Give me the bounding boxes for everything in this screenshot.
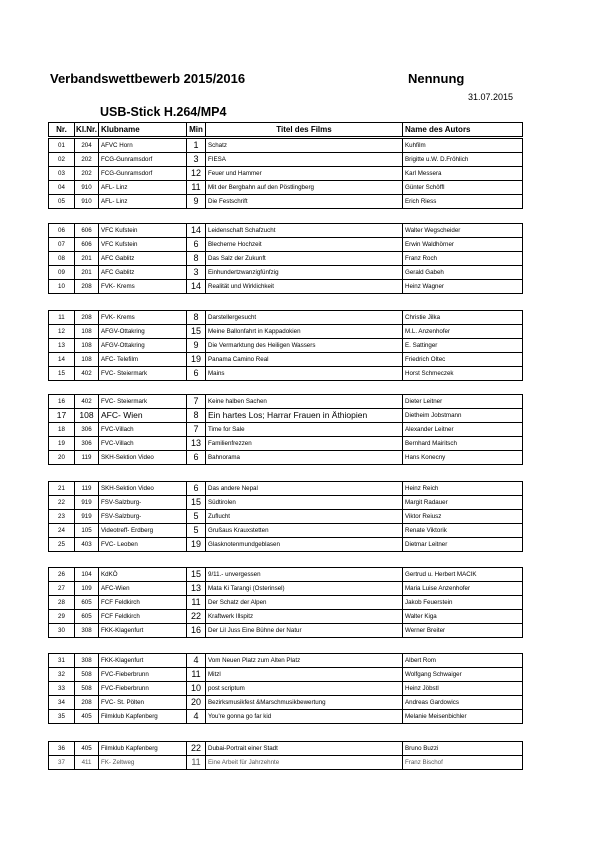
entry-autor: Viktor Reiusz [403,510,523,524]
entry-klnr: 606 [75,238,99,252]
col-header-autor: Name des Autors [403,123,523,137]
entry-autor: Brigitte u.W. D.Fröhlich [403,153,523,167]
entry-nr: 25 [49,538,75,552]
entry-titel: Südtirolen [206,496,403,510]
entry-klubname: AFC Gablitz [99,266,187,280]
entry-klubname: AFVC Horn [99,139,187,153]
entry-klnr: 919 [75,496,99,510]
entry-min: 9 [187,195,206,209]
entry-min: 6 [187,482,206,496]
entry-nr: 30 [49,624,75,638]
table-row [49,582,523,596]
entry-nr: 06 [49,224,75,238]
entry-autor: Dietmar Leitner [403,538,523,552]
entry-klnr: 308 [75,654,99,668]
entry-klnr: 402 [75,367,99,381]
entry-titel: Die Festschrift [206,195,403,209]
entry-group-table [48,223,523,294]
entry-min: 22 [187,610,206,624]
entry-nr: 34 [49,696,75,710]
entry-titel: post scriptum [206,682,403,696]
entry-klubname: AFC Gablitz [99,252,187,266]
entry-klubname: SKH-Sektion Video [99,482,187,496]
entry-nr: 19 [49,437,75,451]
entry-min: 19 [187,538,206,552]
table-row [49,195,523,209]
entry-klnr: 201 [75,266,99,280]
entry-klubname: FSV-Salzburg- [99,496,187,510]
entry-titel: Das Salz der Zukunft [206,252,403,266]
entry-autor: Bruno Buzzi [403,742,523,756]
table-row [49,280,523,294]
entry-klnr: 308 [75,624,99,638]
entry-titel: Dubai-Portrait einer Stadt [206,742,403,756]
table-row [49,451,523,465]
entry-klnr: 919 [75,510,99,524]
entry-klnr: 405 [75,742,99,756]
entry-min: 4 [187,654,206,668]
entry-klubname: FCG-Gunramsdorf [99,153,187,167]
entry-autor: Alexander Leitner [403,423,523,437]
entry-klnr: 119 [75,482,99,496]
entry-titel: Eine Arbeit für Jahrzehnte [206,756,403,770]
entry-klubname: AFGV-Ottakring [99,325,187,339]
entry-nr: 20 [49,451,75,465]
entry-klnr: 508 [75,668,99,682]
entry-klnr: 105 [75,524,99,538]
entry-min: 5 [187,510,206,524]
entry-titel: Kraftwerk Illspitz [206,610,403,624]
entry-titel: Grußaus Krauxstetten [206,524,403,538]
entry-min: 9 [187,339,206,353]
entry-titel: Meine Ballonfahrt in Kappadokien [206,325,403,339]
entry-titel: Realität und Wirklichkeit [206,280,403,294]
entry-min: 1 [187,139,206,153]
entry-autor: Gerald Gabeh [403,266,523,280]
entry-min: 13 [187,437,206,451]
entry-autor: Wolfgang Schwaiger [403,668,523,682]
entry-autor: Franz Roch [403,252,523,266]
entry-klubname: FVK- Krems [99,280,187,294]
entry-min: 11 [187,668,206,682]
entry-autor: Günter Schöffl [403,181,523,195]
entry-nr: 10 [49,280,75,294]
entry-min: 6 [187,238,206,252]
entry-titel: Panama Camino Real [206,353,403,367]
entry-autor: Hans Konecny [403,451,523,465]
entry-klnr: 202 [75,167,99,181]
entry-group-table [48,310,523,381]
entry-min: 22 [187,742,206,756]
entry-klubname: AFL- Linz [99,195,187,209]
entry-titel: Time for Sale [206,423,403,437]
table-row [49,742,523,756]
entry-nr: 01 [49,139,75,153]
table-row [49,696,523,710]
table-row [49,654,523,668]
entry-autor: Maria Luise Anzenhofer [403,582,523,596]
entry-min: 8 [187,252,206,266]
table-row [49,568,523,582]
entry-titel: Blecherne Hochzeit [206,238,403,252]
entry-klnr: 508 [75,682,99,696]
entry-klubname: FVK- Krems [99,311,187,325]
entry-klnr: 108 [75,325,99,339]
entry-min: 8 [187,311,206,325]
entry-nr: 17 [49,409,75,423]
entry-nr: 32 [49,668,75,682]
entry-klnr: 208 [75,696,99,710]
entry-klubname: Videotreff- Erdberg [99,524,187,538]
entry-klnr: 910 [75,195,99,209]
entry-nr: 12 [49,325,75,339]
entry-klnr: 109 [75,582,99,596]
entry-autor: Horst Schmeczek [403,367,523,381]
entry-titel: Ein hartes Los; Harrar Frauen in Äthiopien [206,409,403,423]
entry-titel: Bahnorama [206,451,403,465]
entry-min: 6 [187,367,206,381]
entry-autor: Heinz Wagner [403,280,523,294]
entry-min: 11 [187,181,206,195]
entry-autor: M.L. Anzenhofer [403,325,523,339]
entry-min: 16 [187,624,206,638]
table-row [49,710,523,724]
entry-nr: 03 [49,167,75,181]
entry-min: 7 [187,395,206,409]
entry-nr: 08 [49,252,75,266]
entry-klubname: FVC- Leoben [99,538,187,552]
entry-klnr: 605 [75,596,99,610]
entry-min: 4 [187,710,206,724]
entry-klubname: FVC-Villach [99,437,187,451]
entry-autor: Werner Breiter [403,624,523,638]
document-subtitle: USB-Stick H.264/MP4 [100,105,227,119]
entry-klnr: 411 [75,756,99,770]
table-row [49,496,523,510]
entry-klnr: 405 [75,710,99,724]
table-row [49,682,523,696]
entry-nr: 31 [49,654,75,668]
table-row [49,139,523,153]
entry-titel: Die Vermarktung des Heiligen Wassers [206,339,403,353]
entry-nr: 11 [49,311,75,325]
entry-titel: Darstellergesucht [206,311,403,325]
entry-autor: Karl Messera [403,167,523,181]
entry-nr: 13 [49,339,75,353]
entry-group-table [48,481,523,552]
entry-min: 7 [187,423,206,437]
entry-klubname: FKK-Klagenfurt [99,654,187,668]
entry-klnr: 204 [75,139,99,153]
entry-min: 12 [187,167,206,181]
entry-klnr: 108 [75,339,99,353]
entry-klubname: AFL- Linz [99,181,187,195]
entry-klubname: VFC Kufstein [99,238,187,252]
entry-klubname: AFC- Telefilm [99,353,187,367]
table-row [49,538,523,552]
entry-titel: Der Schatz der Alpen [206,596,403,610]
entry-klubname: KdKÖ [99,568,187,582]
entry-klubname: AFC- Wien [99,409,187,423]
entry-min: 14 [187,224,206,238]
document-title: Verbandswettbewerb 2015/2016 [50,71,246,86]
entry-autor: Dietheim Jobstmann [403,409,523,423]
entry-titel: Familienfrezzen [206,437,403,451]
table-row [49,252,523,266]
entry-klubname: Filmklub Kapfenberg [99,742,187,756]
entry-titel: Leidenschaft Schafzucht [206,224,403,238]
entry-autor: E. Sattinger [403,339,523,353]
entry-klubname: FVC- St. Pölten [99,696,187,710]
table-row [49,482,523,496]
document-date: 31.07.2015 [468,92,514,102]
entry-klnr: 108 [75,409,99,423]
entry-group-table [48,567,523,638]
entry-titel: Das andere Nepal [206,482,403,496]
entry-klubname: AFGV-Ottakring [99,339,187,353]
entry-autor: Kuhfilm [403,139,523,153]
table-row [49,367,523,381]
entry-titel: Bezirksmusikfest &Marschmusikbewertung [206,696,403,710]
entry-titel: 9/11.- unvergessen [206,568,403,582]
entry-min: 13 [187,582,206,596]
entry-min: 19 [187,353,206,367]
entry-titel: Mains [206,367,403,381]
entry-klubname: FVC- Steiermark [99,395,187,409]
table-row [49,311,523,325]
col-header-min: Min [187,123,206,137]
entry-klnr: 605 [75,610,99,624]
entry-autor: Bernhard Mairitsch [403,437,523,451]
table-row [49,339,523,353]
entry-autor: Walter Wegscheider [403,224,523,238]
table-row [49,325,523,339]
table-row [49,423,523,437]
entry-titel: Zuflucht [206,510,403,524]
entry-klubname: FVC- Steiermark [99,367,187,381]
entry-klubname: FSV-Salzburg- [99,510,187,524]
entry-nr: 05 [49,195,75,209]
entry-titel: Einhundertzwanzigfünfzig [206,266,403,280]
entry-nr: 28 [49,596,75,610]
entry-klubname: AFC-Wien [99,582,187,596]
entry-nr: 24 [49,524,75,538]
entry-group-table [48,741,523,770]
entry-klnr: 202 [75,153,99,167]
entry-autor: Heinz Reich [403,482,523,496]
entry-autor: Margit Radauer [403,496,523,510]
entry-autor: Andreas Gardowics [403,696,523,710]
entry-klubname: FCF Feldkirch [99,596,187,610]
entry-autor: Friedrich Oltec [403,353,523,367]
entry-klnr: 208 [75,280,99,294]
entry-titel: Mata Ki Tarangi (Osterinsel) [206,582,403,596]
entry-autor: Renate Viktorik [403,524,523,538]
nennung-label: Nennung [408,71,465,86]
entry-klubname: SKH-Sektion Video [99,451,187,465]
entry-min: 6 [187,451,206,465]
entry-nr: 23 [49,510,75,524]
entry-min: 15 [187,325,206,339]
entry-klnr: 108 [75,353,99,367]
entry-nr: 21 [49,482,75,496]
col-header-klnr: Kl.Nr. [75,123,99,137]
entry-titel: Mitzl [206,668,403,682]
table-row [49,437,523,451]
col-header-klubname: Klubname [99,123,187,137]
entry-nr: 16 [49,395,75,409]
entry-autor: Franz Bischof [403,756,523,770]
entry-autor: Erich Riess [403,195,523,209]
entry-min: 5 [187,524,206,538]
entry-nr: 29 [49,610,75,624]
entry-klnr: 104 [75,568,99,582]
table-row [49,153,523,167]
entry-titel: Der Lil Juss Eine Bühne der Natur [206,624,403,638]
entry-autor: Albert Rom [403,654,523,668]
entry-autor: Christie Jilka [403,311,523,325]
table-row [49,510,523,524]
table-row [49,409,523,423]
entry-min: 11 [187,596,206,610]
entry-klnr: 201 [75,252,99,266]
entry-nr: 36 [49,742,75,756]
entry-autor: Dieter Leitner [403,395,523,409]
entry-titel: You're gonna go far kid [206,710,403,724]
entry-klubname: FCG-Gunramsdorf [99,167,187,181]
entry-group-table [48,138,523,209]
entry-titel: Vom Neuen Platz zum Alten Platz [206,654,403,668]
entry-titel: Mit der Bergbahn auf den Pöstlingberg [206,181,403,195]
table-row [49,624,523,638]
table-row [49,266,523,280]
entry-klnr: 402 [75,395,99,409]
entry-min: 3 [187,153,206,167]
header-row [49,123,523,137]
entry-klubname: VFC Kufstein [99,224,187,238]
entry-klubname: FVC-Fieberbrunn [99,682,187,696]
entry-nr: 09 [49,266,75,280]
entry-klnr: 119 [75,451,99,465]
entry-group-table [48,653,523,724]
entry-klubname: FVC-Fieberbrunn [99,668,187,682]
entry-nr: 33 [49,682,75,696]
entry-titel: Feuer und Hammer [206,167,403,181]
col-header-titel: Titel des Films [206,123,403,137]
entry-nr: 02 [49,153,75,167]
entry-autor: Heinz Jöbstl [403,682,523,696]
entry-nr: 26 [49,568,75,582]
entry-klnr: 910 [75,181,99,195]
entry-titel: Keine halben Sachen [206,395,403,409]
entry-nr: 14 [49,353,75,367]
table-row [49,224,523,238]
entry-klnr: 606 [75,224,99,238]
entry-min: 10 [187,682,206,696]
entry-klubname: FKK-Klagenfurt [99,624,187,638]
table-row [49,238,523,252]
entry-klubname: FVC-Villach [99,423,187,437]
entry-min: 11 [187,756,206,770]
entry-nr: 35 [49,710,75,724]
entry-min: 3 [187,266,206,280]
entry-min: 20 [187,696,206,710]
header-table [48,122,523,137]
entry-nr: 04 [49,181,75,195]
entry-klnr: 208 [75,311,99,325]
entry-titel: Schatz [206,139,403,153]
entry-autor: Melanie Meisenbichler [403,710,523,724]
entry-group-table [48,394,523,465]
entry-klubname: FCF Feldkirch [99,610,187,624]
entry-min: 15 [187,496,206,510]
table-row [49,167,523,181]
entry-min: 15 [187,568,206,582]
entry-nr: 18 [49,423,75,437]
entry-autor: Walter Kiga [403,610,523,624]
entry-klubname: FK- Zeltweg [99,756,187,770]
table-row [49,610,523,624]
table-row [49,756,523,770]
entry-min: 8 [187,409,206,423]
entry-min: 14 [187,280,206,294]
table-row [49,524,523,538]
entry-autor: Erwin Waldhörner [403,238,523,252]
entry-klnr: 306 [75,423,99,437]
col-header-nr: Nr. [49,123,75,137]
entry-klnr: 403 [75,538,99,552]
entry-klnr: 306 [75,437,99,451]
entry-nr: 15 [49,367,75,381]
entry-autor: Jakob Feuerstein [403,596,523,610]
entry-nr: 37 [49,756,75,770]
table-row [49,395,523,409]
entry-nr: 07 [49,238,75,252]
table-row [49,596,523,610]
entry-titel: FIESA [206,153,403,167]
entry-autor: Gertrud u. Herbert MACIK [403,568,523,582]
entry-klubname: Filmklub Kapfenberg [99,710,187,724]
table-row [49,181,523,195]
entry-nr: 27 [49,582,75,596]
entry-nr: 22 [49,496,75,510]
entry-titel: Glasknotenmundgeblasen [206,538,403,552]
table-row [49,353,523,367]
table-row [49,668,523,682]
